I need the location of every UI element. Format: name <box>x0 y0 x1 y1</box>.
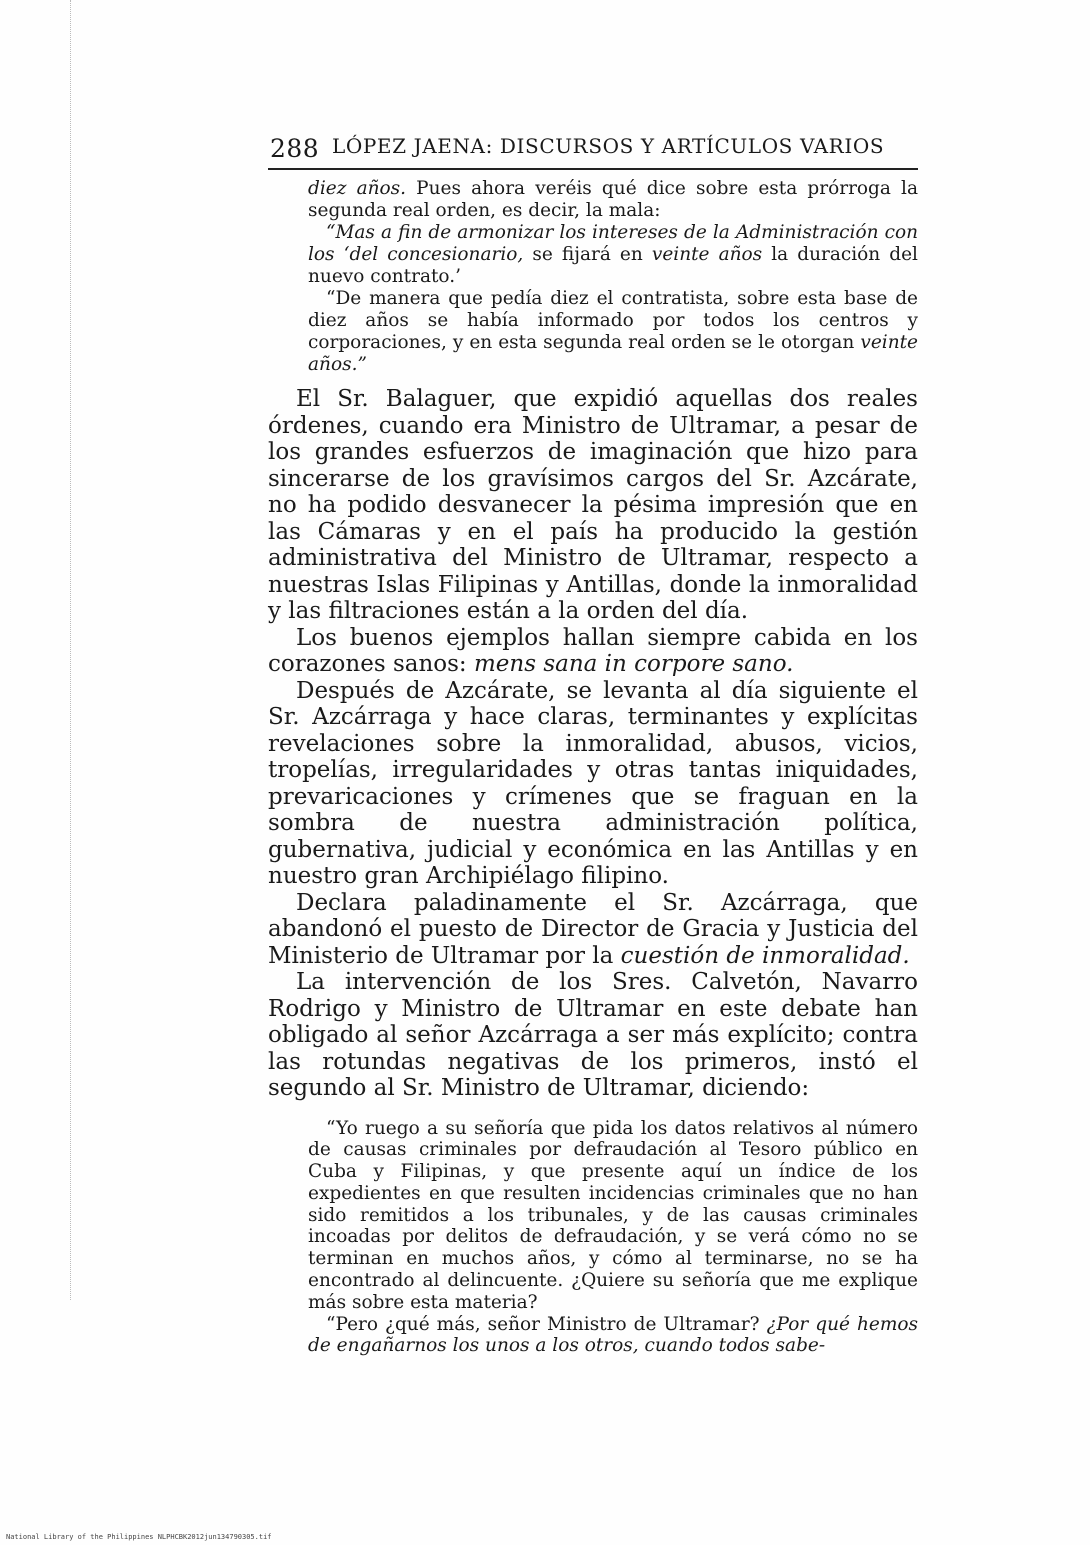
italic-text: mens sana in corpore sano. <box>473 651 794 677</box>
body-paragraph <box>268 890 918 970</box>
body-paragraph <box>268 625 918 678</box>
quote-paragraph <box>308 178 918 222</box>
quote-paragraph <box>308 222 918 288</box>
italic-text: cuestión de inmoralidad. <box>620 942 910 969</box>
scan-footer: National Library of the Philippines NLPHCBK2012jun134790305.tif <box>6 1533 272 1541</box>
page-number: 288 <box>270 134 320 163</box>
running-header <box>268 128 918 170</box>
quote-paragraph <box>308 1314 918 1358</box>
quote-text: “De manera que pedía diez el contratista, sobre esta base de diez años se había informado por todos los centros y corporaciones, y en esta segunda real orden se le otorgan <box>308 288 918 353</box>
body-text: Declara paladinamente el Sr. Azcárraga, que abandonó el puesto de Director de Gracia y Justicia del Ministerio de Ultramar por la <box>268 889 918 969</box>
italic-text: ¿Por qué hemos de engañarnos los unos a los otros, cuando todos sabe- <box>308 1313 918 1357</box>
running-title: LÓPEZ JAENA: DISCURSOS Y ARTÍCULOS VARIOS <box>332 134 885 158</box>
italic-text: diez años. <box>308 178 407 199</box>
scan-margin-marks <box>70 0 72 1300</box>
italic-text: veinte años.” <box>308 332 918 375</box>
quote-block-bottom <box>308 1118 918 1358</box>
main-text <box>268 386 918 1102</box>
book-page <box>268 128 918 1357</box>
quote-paragraph <box>308 288 918 376</box>
body-paragraph: El Sr. Balaguer, que expidió aquellas dos reales órdenes, cuando era Ministro de Ultramar, a pesar de los grandes esfuerzos de imaginación que hizo para sincerarse de los gravísimos cargos del Sr. Azcárate, no ha podido desvanecer la pésima impresión que en las Cámaras y en el país ha producido la gestión administrativa del Ministro de Ultramar, respecto a nuestras Islas Filipinas y Antillas, donde la inmoralidad y las filtraciones están a la orden del día. <box>268 386 918 624</box>
body-text: Los buenos ejemplos hallan siempre cabida en los corazones sanos: <box>268 624 918 677</box>
quote-text: “Pero ¿qué más, señor Ministro de Ultramar? <box>326 1313 767 1335</box>
quote-text: se fijará en <box>523 244 652 265</box>
body-paragraph: Después de Azcárate, se levanta al día siguiente el Sr. Azcárraga y hace claras, terminantes y explícitas revelaciones sobre la inmoralidad, abusos, vicios, tropelías, irregularidades y otras tantas iniquidades, prevaricaciones y crímenes que se fraguan en la sombra de nuestra administración política, gubernativa, judicial y económica en las Antillas y en nuestro gran Archipiélago filipino. <box>268 677 918 889</box>
body-paragraph: La intervención de los Sres. Calvetón, Navarro Rodrigo y Ministro de Ultramar en este debate han obligado al señor Azcárraga a ser más explícito; contra las rotundas negativas de los primeros, instó el segundo al Sr. Ministro de Ultramar, diciendo: <box>268 969 918 1101</box>
quote-block-top <box>308 178 918 376</box>
italic-text: “Mas a fin de armonizar los intereses de la Administración con los ‘del concesionario, <box>308 222 918 265</box>
quote-text: Pues ahora veréis qué dice sobre esta prórroga la segunda real orden, es decir, la mala: <box>308 178 918 221</box>
quote-paragraph: “Yo ruego a su señoría que pida los datos relativos al número de causas criminales por defraudación al Tesoro público en Cuba y Filipinas, y que presente aquí un índice de los expedientes en que resulten incidencias criminales que no han sido remitidos a los tribunales, y de las causas criminales incoadas por delitos de defraudación, y se verá cómo no se terminan en muchos años, y cómo al terminarse, no se ha encontrado al delincuente. ¿Quiere su señoría que me explique más sobre esta materia? <box>308 1117 918 1313</box>
quote-text: la duración del nuevo contrato.’ <box>308 244 918 287</box>
italic-text: veinte años <box>651 244 763 265</box>
